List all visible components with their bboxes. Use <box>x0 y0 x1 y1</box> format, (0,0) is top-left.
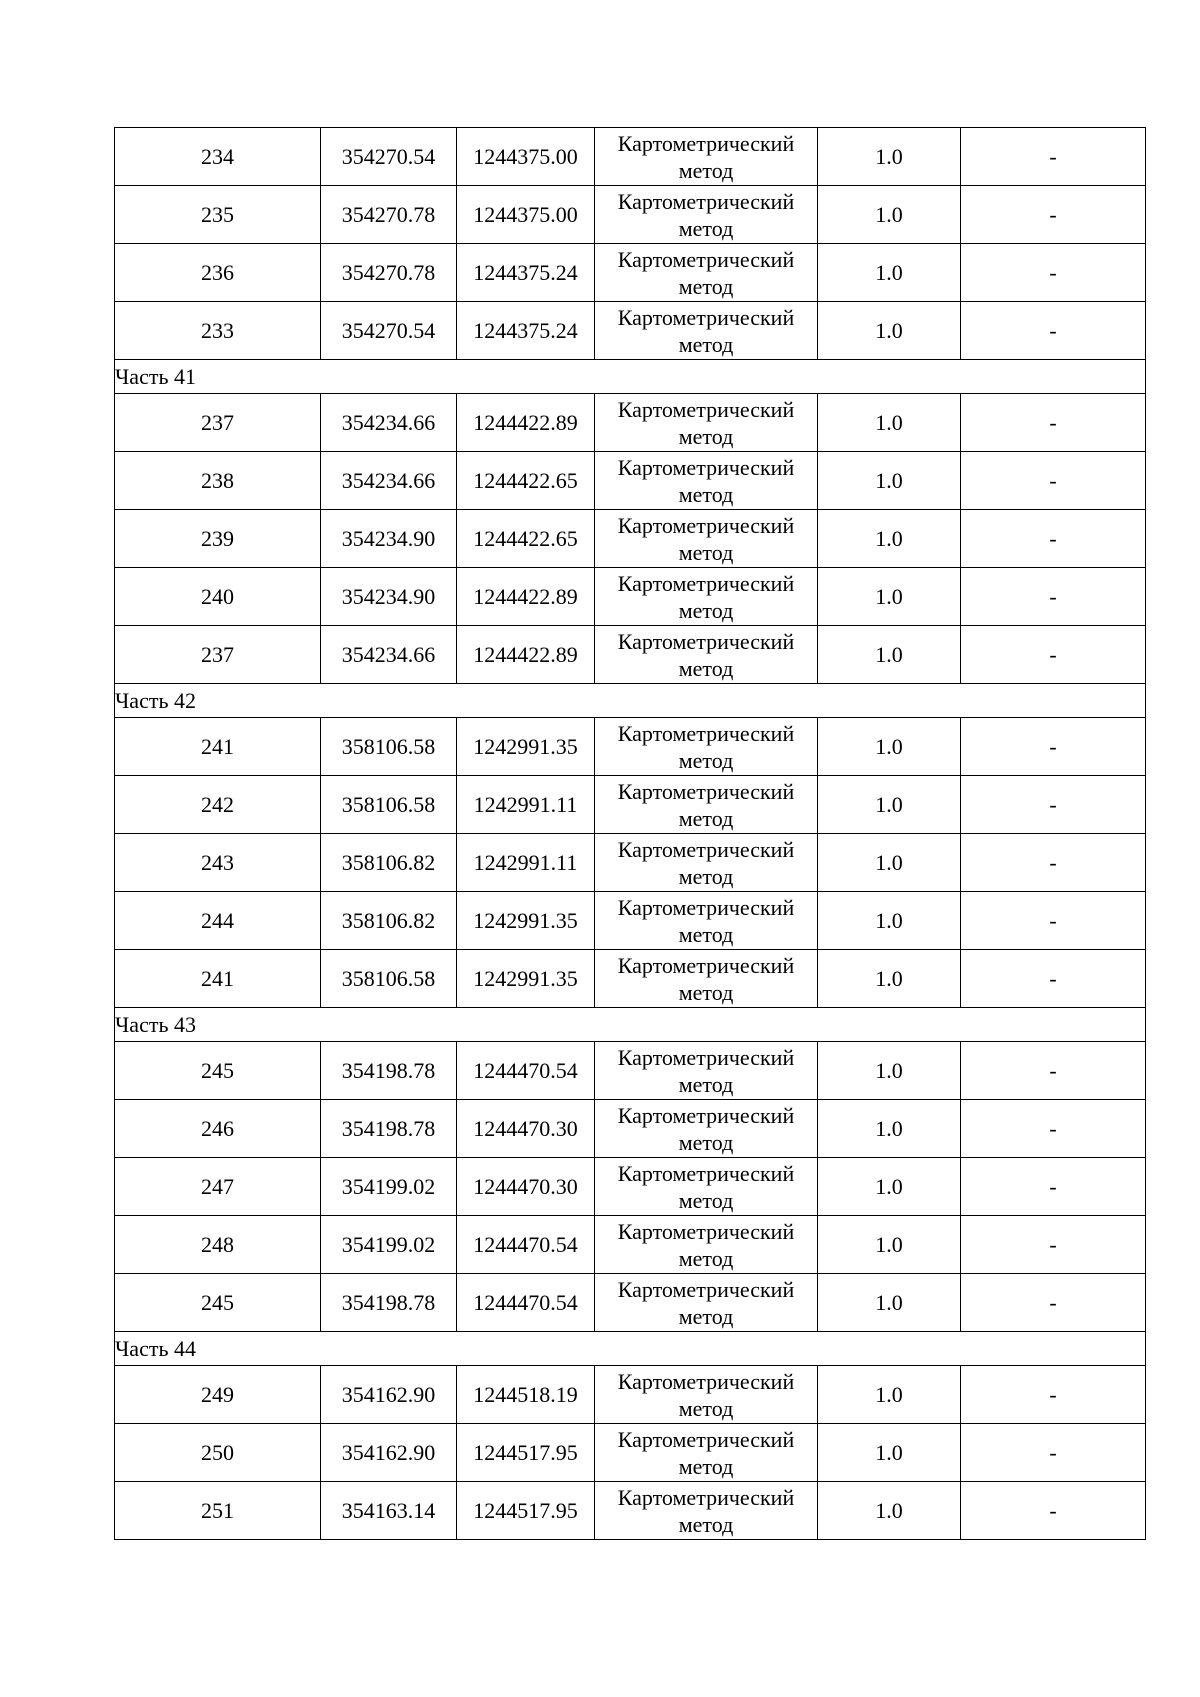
x-coordinate-cell: 354270.54 <box>321 128 457 186</box>
accuracy-cell: 1.0 <box>818 950 961 1008</box>
accuracy-cell: 1.0 <box>818 394 961 452</box>
table-row <box>115 718 1146 776</box>
method-line-2: метод <box>678 655 734 681</box>
point-number-cell: 238 <box>115 452 321 510</box>
table-row <box>115 244 1146 302</box>
accuracy-cell: 1.0 <box>818 776 961 834</box>
note-cell: - <box>961 186 1146 244</box>
method-line-2: метод <box>678 423 734 449</box>
point-number-cell: 235 <box>115 186 321 244</box>
method-cell <box>595 626 818 684</box>
table-row <box>115 834 1146 892</box>
method-cell <box>595 776 818 834</box>
method-cell <box>595 1100 818 1158</box>
method-line-1: Картометрический <box>617 836 795 862</box>
accuracy-cell: 1.0 <box>818 1100 961 1158</box>
accuracy-cell: 1.0 <box>818 510 961 568</box>
method-line-2: метод <box>678 273 734 299</box>
method-line-2: метод <box>678 747 734 773</box>
y-coordinate-cell: 1242991.11 <box>457 776 595 834</box>
x-coordinate-cell: 358106.82 <box>321 892 457 950</box>
part-label: Часть 42 <box>115 684 1146 718</box>
part-header-row <box>115 360 1146 394</box>
method-line-2: метод <box>678 481 734 507</box>
accuracy-cell: 1.0 <box>818 186 961 244</box>
method-line-1: Картометрический <box>617 778 795 804</box>
table-body <box>115 128 1146 1540</box>
x-coordinate-cell: 354270.78 <box>321 244 457 302</box>
point-number-cell: 240 <box>115 568 321 626</box>
table-row <box>115 1100 1146 1158</box>
point-number-cell: 234 <box>115 128 321 186</box>
method-cell <box>595 892 818 950</box>
note-cell: - <box>961 1424 1146 1482</box>
table-row <box>115 186 1146 244</box>
method-cell <box>595 186 818 244</box>
method-line-1: Картометрический <box>617 1102 795 1128</box>
x-coordinate-cell: 354234.66 <box>321 626 457 684</box>
note-cell: - <box>961 510 1146 568</box>
point-number-cell: 247 <box>115 1158 321 1216</box>
table-row <box>115 1158 1146 1216</box>
method-line-2: метод <box>678 1303 734 1329</box>
y-coordinate-cell: 1244470.54 <box>457 1274 595 1332</box>
point-number-cell: 243 <box>115 834 321 892</box>
x-coordinate-cell: 354234.90 <box>321 568 457 626</box>
note-cell: - <box>961 718 1146 776</box>
x-coordinate-cell: 354234.66 <box>321 452 457 510</box>
method-line-1: Картометрический <box>617 570 795 596</box>
y-coordinate-cell: 1244470.30 <box>457 1158 595 1216</box>
note-cell: - <box>961 128 1146 186</box>
y-coordinate-cell: 1244422.89 <box>457 626 595 684</box>
table-row <box>115 1366 1146 1424</box>
point-number-cell: 248 <box>115 1216 321 1274</box>
method-line-1: Картометрический <box>617 454 795 480</box>
accuracy-cell: 1.0 <box>818 834 961 892</box>
note-cell: - <box>961 1274 1146 1332</box>
table-row <box>115 1274 1146 1332</box>
method-line-1: Картометрический <box>617 628 795 654</box>
method-line-2: метод <box>678 1511 734 1537</box>
x-coordinate-cell: 354198.78 <box>321 1274 457 1332</box>
point-number-cell: 241 <box>115 718 321 776</box>
method-line-1: Картометрический <box>617 1160 795 1186</box>
method-cell <box>595 302 818 360</box>
y-coordinate-cell: 1244375.24 <box>457 244 595 302</box>
point-number-cell: 245 <box>115 1042 321 1100</box>
table-row <box>115 1216 1146 1274</box>
y-coordinate-cell: 1242991.35 <box>457 892 595 950</box>
accuracy-cell: 1.0 <box>818 244 961 302</box>
x-coordinate-cell: 354162.90 <box>321 1366 457 1424</box>
point-number-cell: 241 <box>115 950 321 1008</box>
point-number-cell: 245 <box>115 1274 321 1332</box>
point-number-cell: 233 <box>115 302 321 360</box>
method-cell <box>595 568 818 626</box>
method-line-1: Картометрический <box>617 246 795 272</box>
method-line-1: Картометрический <box>617 1426 795 1452</box>
note-cell: - <box>961 892 1146 950</box>
x-coordinate-cell: 358106.82 <box>321 834 457 892</box>
point-number-cell: 251 <box>115 1482 321 1540</box>
point-number-cell: 244 <box>115 892 321 950</box>
x-coordinate-cell: 354199.02 <box>321 1158 457 1216</box>
note-cell: - <box>961 1042 1146 1100</box>
note-cell: - <box>961 950 1146 1008</box>
part-header-row <box>115 684 1146 718</box>
table-row <box>115 1424 1146 1482</box>
method-line-1: Картометрический <box>617 952 795 978</box>
x-coordinate-cell: 354234.66 <box>321 394 457 452</box>
method-line-1: Картометрический <box>617 130 795 156</box>
method-line-2: метод <box>678 1245 734 1271</box>
table-row <box>115 626 1146 684</box>
method-line-2: метод <box>678 1453 734 1479</box>
table-row <box>115 950 1146 1008</box>
note-cell: - <box>961 1366 1146 1424</box>
method-cell <box>595 1274 818 1332</box>
method-line-2: метод <box>678 539 734 565</box>
y-coordinate-cell: 1244422.65 <box>457 510 595 568</box>
x-coordinate-cell: 354234.90 <box>321 510 457 568</box>
point-number-cell: 239 <box>115 510 321 568</box>
accuracy-cell: 1.0 <box>818 626 961 684</box>
note-cell: - <box>961 626 1146 684</box>
y-coordinate-cell: 1242991.35 <box>457 718 595 776</box>
method-line-1: Картометрический <box>617 1218 795 1244</box>
note-cell: - <box>961 452 1146 510</box>
accuracy-cell: 1.0 <box>818 302 961 360</box>
accuracy-cell: 1.0 <box>818 1482 961 1540</box>
method-cell <box>595 1042 818 1100</box>
note-cell: - <box>961 1100 1146 1158</box>
table-row <box>115 776 1146 834</box>
point-number-cell: 250 <box>115 1424 321 1482</box>
point-number-cell: 237 <box>115 394 321 452</box>
x-coordinate-cell: 354198.78 <box>321 1042 457 1100</box>
method-line-1: Картометрический <box>617 512 795 538</box>
accuracy-cell: 1.0 <box>818 1158 961 1216</box>
y-coordinate-cell: 1244518.19 <box>457 1366 595 1424</box>
x-coordinate-cell: 358106.58 <box>321 776 457 834</box>
method-cell <box>595 1424 818 1482</box>
point-number-cell: 242 <box>115 776 321 834</box>
y-coordinate-cell: 1244375.24 <box>457 302 595 360</box>
method-cell <box>595 834 818 892</box>
x-coordinate-cell: 354270.78 <box>321 186 457 244</box>
x-coordinate-cell: 354162.90 <box>321 1424 457 1482</box>
table-row <box>115 302 1146 360</box>
x-coordinate-cell: 358106.58 <box>321 950 457 1008</box>
method-line-1: Картометрический <box>617 720 795 746</box>
part-label: Часть 44 <box>115 1332 1146 1366</box>
method-line-1: Картометрический <box>617 1368 795 1394</box>
method-line-2: метод <box>678 863 734 889</box>
note-cell: - <box>961 394 1146 452</box>
y-coordinate-cell: 1244470.54 <box>457 1042 595 1100</box>
method-line-1: Картометрический <box>617 188 795 214</box>
note-cell: - <box>961 302 1146 360</box>
method-line-2: метод <box>678 805 734 831</box>
table-row <box>115 510 1146 568</box>
table-row <box>115 568 1146 626</box>
table-row <box>115 892 1146 950</box>
method-line-2: метод <box>678 921 734 947</box>
x-coordinate-cell: 354198.78 <box>321 1100 457 1158</box>
method-cell <box>595 452 818 510</box>
y-coordinate-cell: 1244375.00 <box>457 128 595 186</box>
note-cell: - <box>961 1482 1146 1540</box>
method-cell <box>595 1482 818 1540</box>
note-cell: - <box>961 776 1146 834</box>
y-coordinate-cell: 1244517.95 <box>457 1482 595 1540</box>
accuracy-cell: 1.0 <box>818 718 961 776</box>
method-line-2: метод <box>678 215 734 241</box>
method-line-2: метод <box>678 1129 734 1155</box>
accuracy-cell: 1.0 <box>818 892 961 950</box>
table-row <box>115 1482 1146 1540</box>
method-cell <box>595 1216 818 1274</box>
method-line-1: Картометрический <box>617 396 795 422</box>
table-row <box>115 452 1146 510</box>
table-row <box>115 128 1146 186</box>
coordinates-table <box>114 127 1146 1540</box>
y-coordinate-cell: 1244422.89 <box>457 394 595 452</box>
method-cell <box>595 718 818 776</box>
part-header-row <box>115 1008 1146 1042</box>
y-coordinate-cell: 1244422.65 <box>457 452 595 510</box>
y-coordinate-cell: 1244470.30 <box>457 1100 595 1158</box>
y-coordinate-cell: 1244470.54 <box>457 1216 595 1274</box>
note-cell: - <box>961 834 1146 892</box>
x-coordinate-cell: 354199.02 <box>321 1216 457 1274</box>
accuracy-cell: 1.0 <box>818 1366 961 1424</box>
method-cell <box>595 128 818 186</box>
method-line-1: Картометрический <box>617 894 795 920</box>
y-coordinate-cell: 1244375.00 <box>457 186 595 244</box>
x-coordinate-cell: 354163.14 <box>321 1482 457 1540</box>
method-line-2: метод <box>678 979 734 1005</box>
point-number-cell: 236 <box>115 244 321 302</box>
y-coordinate-cell: 1242991.11 <box>457 834 595 892</box>
method-line-1: Картометрический <box>617 1276 795 1302</box>
y-coordinate-cell: 1244422.89 <box>457 568 595 626</box>
note-cell: - <box>961 1216 1146 1274</box>
method-line-2: метод <box>678 1187 734 1213</box>
point-number-cell: 237 <box>115 626 321 684</box>
method-line-2: метод <box>678 597 734 623</box>
method-line-2: метод <box>678 1395 734 1421</box>
note-cell: - <box>961 568 1146 626</box>
method-cell <box>595 244 818 302</box>
table-row <box>115 394 1146 452</box>
method-line-2: метод <box>678 157 734 183</box>
accuracy-cell: 1.0 <box>818 1216 961 1274</box>
method-cell <box>595 1366 818 1424</box>
accuracy-cell: 1.0 <box>818 452 961 510</box>
accuracy-cell: 1.0 <box>818 1274 961 1332</box>
method-cell <box>595 950 818 1008</box>
method-line-1: Картометрический <box>617 1484 795 1510</box>
accuracy-cell: 1.0 <box>818 128 961 186</box>
method-cell <box>595 394 818 452</box>
method-cell <box>595 1158 818 1216</box>
method-cell <box>595 510 818 568</box>
method-line-2: метод <box>678 331 734 357</box>
part-label: Часть 41 <box>115 360 1146 394</box>
accuracy-cell: 1.0 <box>818 568 961 626</box>
method-line-1: Картометрический <box>617 1044 795 1070</box>
method-line-1: Картометрический <box>617 304 795 330</box>
x-coordinate-cell: 354270.54 <box>321 302 457 360</box>
part-label: Часть 43 <box>115 1008 1146 1042</box>
accuracy-cell: 1.0 <box>818 1042 961 1100</box>
x-coordinate-cell: 358106.58 <box>321 718 457 776</box>
y-coordinate-cell: 1242991.35 <box>457 950 595 1008</box>
point-number-cell: 246 <box>115 1100 321 1158</box>
note-cell: - <box>961 1158 1146 1216</box>
point-number-cell: 249 <box>115 1366 321 1424</box>
part-header-row <box>115 1332 1146 1366</box>
table-row <box>115 1042 1146 1100</box>
accuracy-cell: 1.0 <box>818 1424 961 1482</box>
note-cell: - <box>961 244 1146 302</box>
y-coordinate-cell: 1244517.95 <box>457 1424 595 1482</box>
method-line-2: метод <box>678 1071 734 1097</box>
